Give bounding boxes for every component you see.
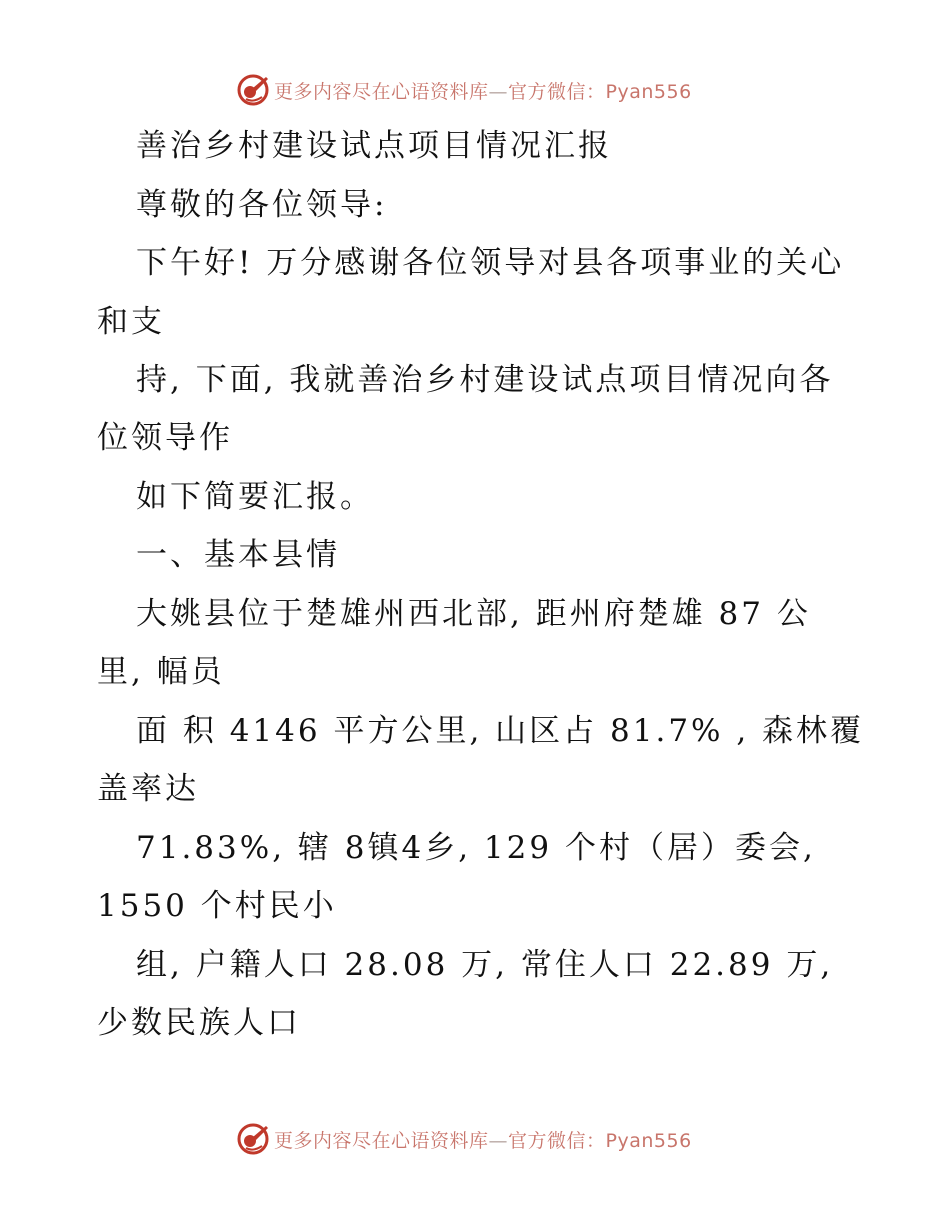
- banner-slogan: 更多内容尽在心语资料库: [274, 1129, 489, 1152]
- body-line: 1550 个村民小: [97, 888, 337, 924]
- body-line: 如下简要汇报。: [136, 479, 374, 515]
- body-line: 盖率达: [97, 771, 199, 807]
- banner-contact: 官方微信：Pyan556: [508, 1129, 692, 1152]
- banner-slogan: 更多内容尽在心语资料库: [274, 80, 489, 103]
- document-title: 善治乡村建设试点项目情况汇报: [136, 128, 612, 164]
- banner-text: [274, 77, 692, 104]
- brand-logo-icon: [236, 1122, 270, 1156]
- body-line: 组, 户籍人口 28.08 万, 常住人口 22.89 万,: [136, 947, 834, 983]
- body-line: 持, 下面, 我就善治乡村建设试点项目情况向各: [136, 362, 834, 398]
- document-salutation: 尊敬的各位领导:: [136, 187, 388, 223]
- banner-dash: —: [488, 80, 509, 103]
- body-line: 下午好! 万分感谢各位领导对县各项事业的关心: [136, 245, 845, 281]
- body-line: 面 积 4146 平方公里, 山区占 81.7% , 森林覆: [136, 713, 865, 749]
- body-line: 里, 幅员: [97, 654, 225, 690]
- body-line: 少数民族人口: [97, 1005, 301, 1041]
- footer-watermark-banner: [236, 1121, 692, 1157]
- banner-dash: —: [488, 1129, 509, 1152]
- section-heading: 一、基本县情: [136, 537, 340, 573]
- body-line: 大姚县位于楚雄州西北部, 距州府楚雄 87 公: [136, 596, 811, 632]
- brand-logo-icon: [236, 73, 270, 107]
- header-watermark-banner: [236, 72, 692, 108]
- body-line: 位领导作: [97, 420, 233, 456]
- body-line: 71.83%, 辖 8镇4乡, 129 个村（居）委会,: [136, 830, 816, 866]
- banner-text: [274, 1126, 692, 1153]
- banner-contact: 官方微信：Pyan556: [508, 80, 692, 103]
- body-line: 和支: [97, 304, 165, 340]
